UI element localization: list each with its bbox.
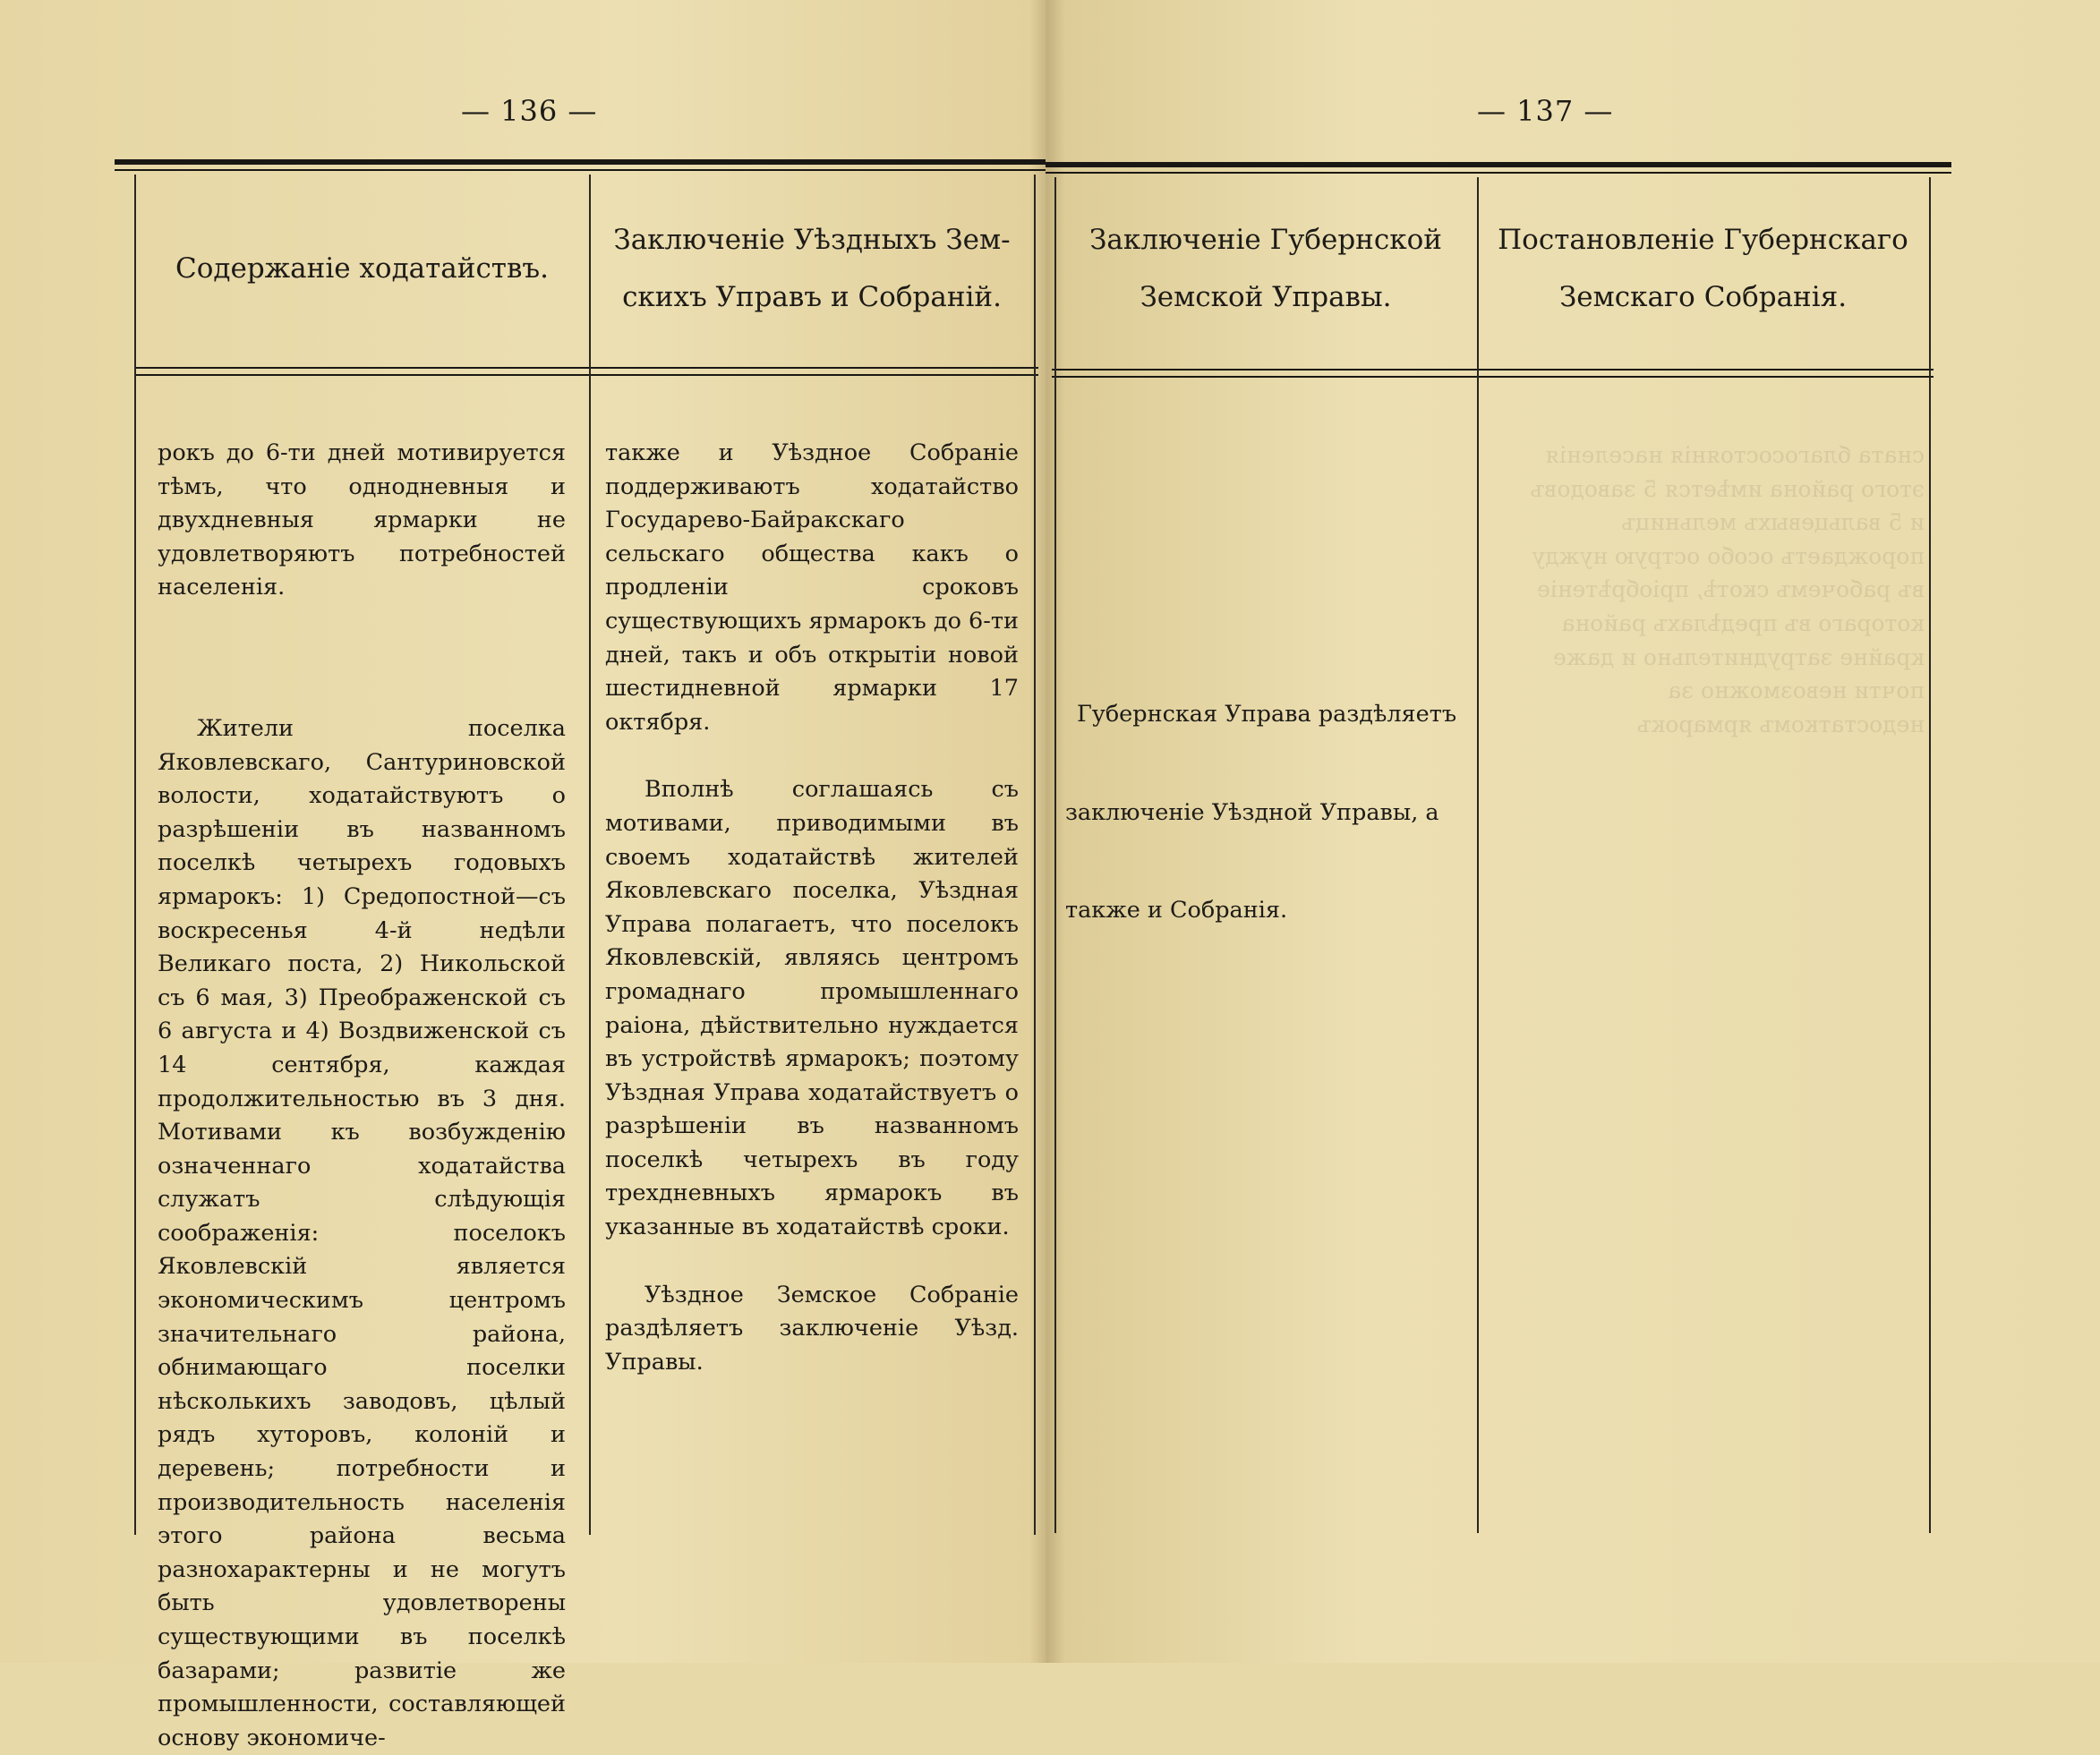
top-rule-left-thin — [115, 169, 1046, 171]
col1-text — [158, 437, 566, 1755]
page-number-left: — 136 — — [461, 94, 598, 128]
col-divider-1 — [589, 175, 591, 1535]
col3-line-1: Губернская Управа раздѣляетъ — [1076, 701, 1457, 728]
header-col2-line2: скихъ Управъ и Собраній. — [622, 281, 1002, 313]
col2-paragraph-2: Вполнѣ соглашаясь съ мотивами, приводимыми въ своемъ ходатайствѣ жителей Яковлевскаго поселка, Уѣздная Управа полагаетъ, что поселокъ Яковлевскій, являясь центромъ громаднаго промышленнаго раіона, дѣйствительно нуждается въ устройствѣ ярмарокъ; поэтому Уѣздная Управа ходатайствуетъ о разрѣшеніи въ названномъ поселкѣ четырехъ въ году трехдневныхъ ярмарокъ въ указанные въ ходатайствѣ сроки. — [605, 776, 1019, 1241]
header-col2-line1: Заключеніе Уѣздныхъ Зем- — [613, 224, 1011, 256]
col3-text — [1065, 698, 1468, 928]
col-border-center-right — [1054, 177, 1056, 1533]
col2-text — [605, 437, 1019, 1379]
header-rule-right — [1052, 369, 1934, 371]
bleed-through: сната благосостоянія населенія этого района имѣется 5 заводовъ и 5 вальцевыхъ мельницъ порождаетъ особо острую нужду въ рабочемъ скотѣ, пріобрѣтеніе котораго въ предѣлахъ района крайне затруднительно и даже почти невозможно за недостаткомъ ярмарокъ — [1530, 442, 1925, 737]
col1-paragraph-1: рокъ до 6-ти дней мотивируется тѣмъ, что однодневныя и двухдневныя ярмарки не удовлетворяютъ потребностей населенія. — [158, 439, 566, 601]
col1-paragraph-2: Жители поселка Яковлевскаго, Сантуриновской волости, ходатайствуютъ о разрѣшеніи въ названномъ поселкѣ четырехъ годовыхъ ярмарокъ: 1) Средопостной—съ воскресенья 4-й недѣли Великаго поста, 2) Никольской съ 6 мая, 3) Преображенской съ 6 августа и 4) Воздвиженской съ 14 сентября, каждая продолжительностью въ 3 дня. Мотивами къ возбужденію означеннаго ходатайства служатъ слѣдующія соображенія: поселокъ Яковлевскій является экономическимъ центромъ значительнаго района, обнимающаго поселки нѣсколькихъ заводовъ, цѣлый рядъ хуторовъ, колоній и деревень; потребности и производительность населенія этого района весьма разнохарактерны и не могутъ быть удовлетворены существующими въ поселкѣ базарами; развитіе же промышленности, составляющей основу экономиче- — [158, 714, 566, 1751]
header-rule-right-2 — [1052, 376, 1934, 378]
col-border-left — [134, 175, 136, 1535]
header-col3-line2: Земской Управы. — [1140, 281, 1392, 313]
header-col1: Содержаніе ходатайствъ. — [175, 252, 549, 285]
col-border-right — [1929, 177, 1931, 1533]
col2-paragraph-1: также и Уѣздное Собраніе поддерживаютъ ходатайство Государево-Байракскаго сельскаго общества какъ о продленіи сроковъ существующихъ ярмарокъ до 6-ти дней, такъ и объ открытіи новой шестидневной ярмарки 17 октября. — [605, 439, 1019, 736]
col-border-center-left — [1034, 175, 1036, 1535]
header-col4-line2: Земскаго Собранія. — [1558, 281, 1848, 313]
top-rule-left — [115, 159, 1046, 165]
header-col4-line1: Постановленіе Губернскаго — [1498, 224, 1908, 256]
header-col4 — [1479, 211, 1927, 326]
page-number-right: — 137 — — [1477, 94, 1614, 128]
header-col2 — [591, 211, 1033, 326]
header-col3-line1: Заключеніе Губернской — [1089, 224, 1442, 256]
col2-paragraph-3: Уѣздное Земское Собраніе раздѣляетъ заключеніе Уѣзд. Управы. — [605, 1281, 1019, 1376]
top-rule-right — [1046, 162, 1951, 167]
col3-line-2: заключеніе Уѣздной Управы, а — [1065, 798, 1439, 826]
col-divider-2 — [1477, 177, 1479, 1533]
header-rule-left — [134, 367, 1038, 369]
header-col3 — [1056, 211, 1475, 326]
header-rule-left-2 — [134, 374, 1038, 376]
top-rule-right-thin — [1046, 172, 1951, 174]
col3-line-3: также и Собранія. — [1065, 897, 1288, 924]
